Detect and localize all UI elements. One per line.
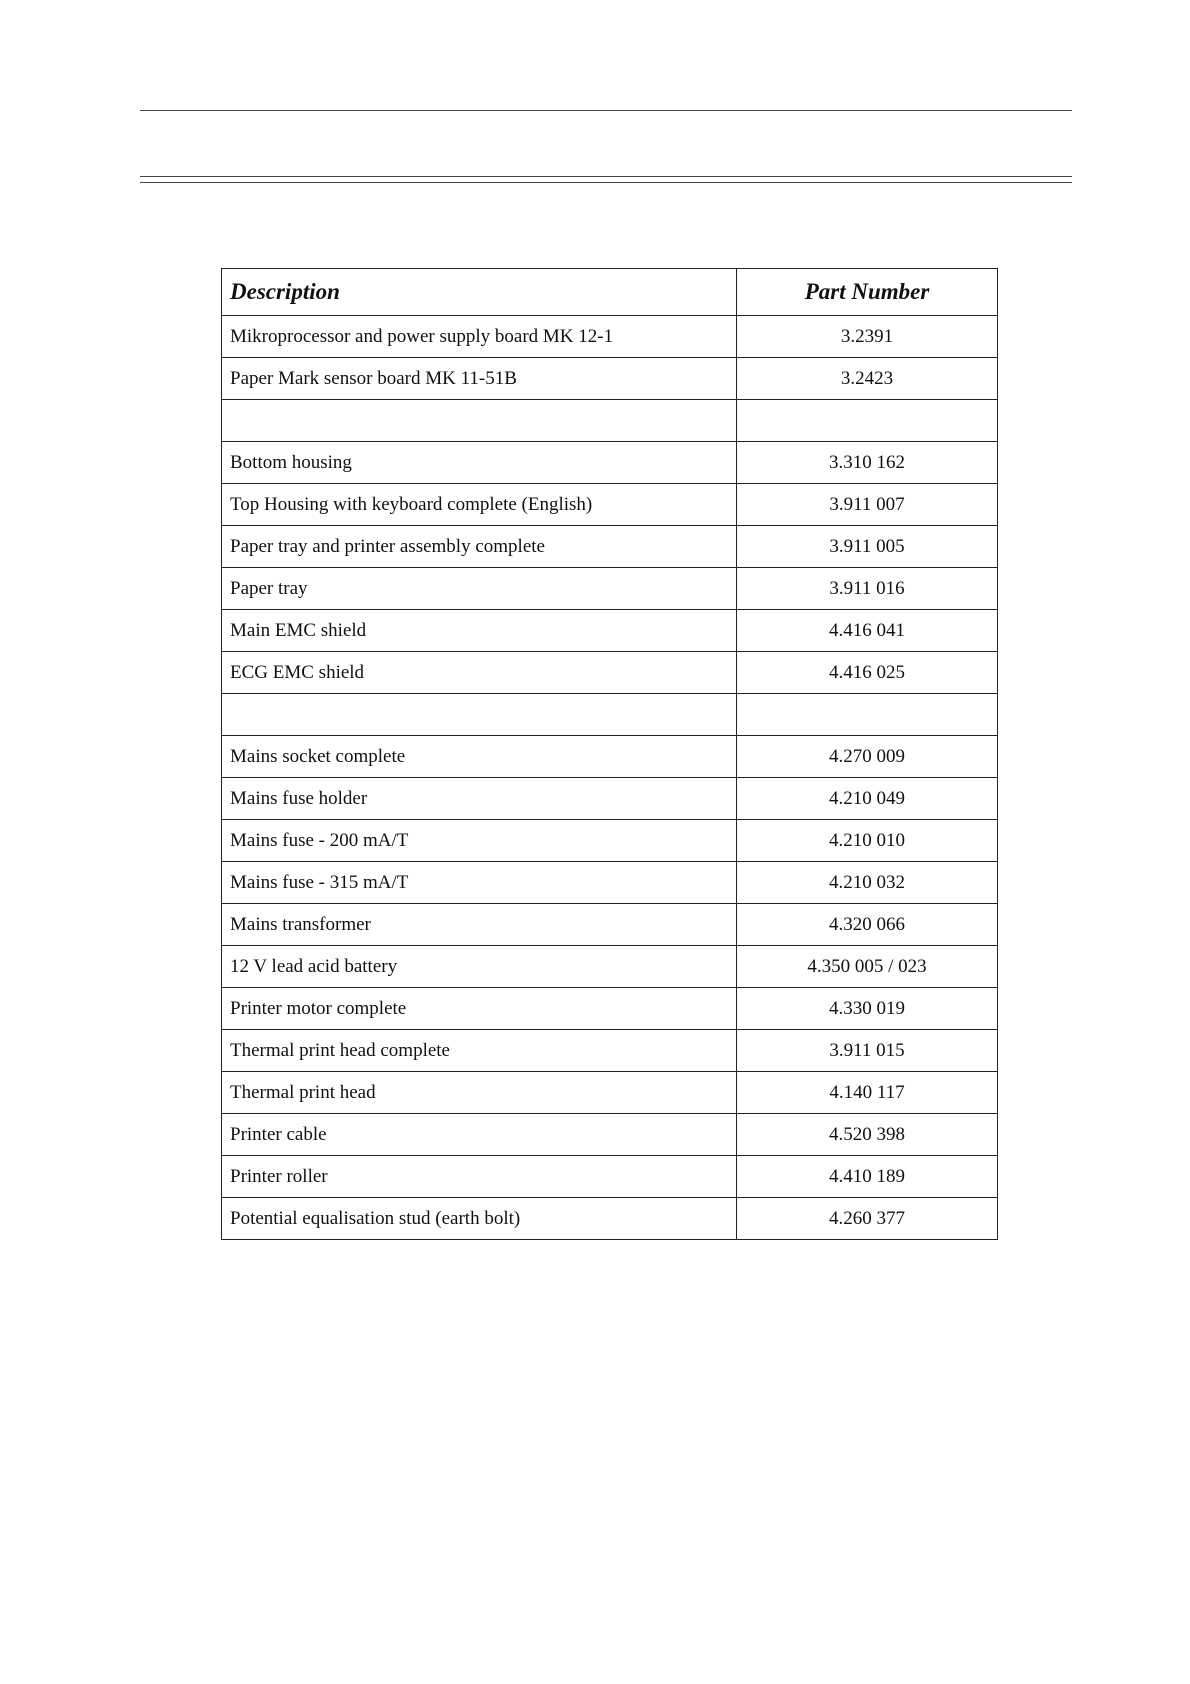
part-number-cell: 4.410 189	[737, 1156, 998, 1198]
description-cell: 12 V lead acid battery	[222, 946, 737, 988]
description-cell	[222, 400, 737, 442]
table-row	[222, 1072, 998, 1114]
table-header-row	[222, 269, 998, 316]
table-row	[222, 1114, 998, 1156]
part-number-cell: 4.140 117	[737, 1072, 998, 1114]
description-cell: Mains fuse - 315 mA/T	[222, 862, 737, 904]
description-cell	[222, 694, 737, 736]
part-number-cell: 4.210 010	[737, 820, 998, 862]
part-number-cell: 4.320 066	[737, 904, 998, 946]
part-number-cell: 3.911 007	[737, 484, 998, 526]
part-number-cell: 4.210 032	[737, 862, 998, 904]
part-number-cell: 4.520 398	[737, 1114, 998, 1156]
description-cell: Printer cable	[222, 1114, 737, 1156]
description-cell: Mikroprocessor and power supply board MK 12-1	[222, 316, 737, 358]
part-number-cell: 3.2391	[737, 316, 998, 358]
parts-table	[221, 268, 998, 1240]
description-cell: Thermal print head complete	[222, 1030, 737, 1072]
table-row	[222, 358, 998, 400]
table-row-empty	[222, 400, 998, 442]
part-number-cell: 4.416 025	[737, 652, 998, 694]
part-number-cell: 4.350 005 / 023	[737, 946, 998, 988]
column-header-part-number: Part Number	[737, 269, 998, 316]
part-number-cell	[737, 694, 998, 736]
part-number-cell	[737, 400, 998, 442]
table-row	[222, 736, 998, 778]
table-row	[222, 1156, 998, 1198]
table-row	[222, 820, 998, 862]
description-cell: Bottom housing	[222, 442, 737, 484]
part-number-cell: 3.310 162	[737, 442, 998, 484]
table-row	[222, 316, 998, 358]
table-row	[222, 610, 998, 652]
table-row	[222, 778, 998, 820]
description-cell: Paper tray and printer assembly complete	[222, 526, 737, 568]
part-number-cell: 4.330 019	[737, 988, 998, 1030]
table-row	[222, 862, 998, 904]
part-number-cell: 3.2423	[737, 358, 998, 400]
description-cell: Mains socket complete	[222, 736, 737, 778]
part-number-cell: 4.260 377	[737, 1198, 998, 1240]
column-header-description: Description	[222, 269, 737, 316]
description-cell: Printer motor complete	[222, 988, 737, 1030]
table-row-empty	[222, 694, 998, 736]
table-row	[222, 946, 998, 988]
description-cell: Paper tray	[222, 568, 737, 610]
description-cell: Main EMC shield	[222, 610, 737, 652]
description-cell: ECG EMC shield	[222, 652, 737, 694]
table-row	[222, 568, 998, 610]
header-double-rule	[140, 176, 1072, 183]
table-row	[222, 1030, 998, 1072]
description-cell: Mains fuse holder	[222, 778, 737, 820]
table-row	[222, 904, 998, 946]
description-cell: Thermal print head	[222, 1072, 737, 1114]
part-number-cell: 3.911 005	[737, 526, 998, 568]
table-row	[222, 526, 998, 568]
part-number-cell: 4.416 041	[737, 610, 998, 652]
description-cell: Top Housing with keyboard complete (English)	[222, 484, 737, 526]
part-number-cell: 4.210 049	[737, 778, 998, 820]
table-row	[222, 442, 998, 484]
description-cell: Mains fuse - 200 mA/T	[222, 820, 737, 862]
description-cell: Paper Mark sensor board MK 11-51B	[222, 358, 737, 400]
description-cell: Mains transformer	[222, 904, 737, 946]
table-row	[222, 652, 998, 694]
part-number-cell: 3.911 015	[737, 1030, 998, 1072]
description-cell: Potential equalisation stud (earth bolt)	[222, 1198, 737, 1240]
table-row	[222, 484, 998, 526]
table-row	[222, 988, 998, 1030]
header-rule	[140, 110, 1072, 111]
part-number-cell: 4.270 009	[737, 736, 998, 778]
description-cell: Printer roller	[222, 1156, 737, 1198]
table-row	[222, 1198, 998, 1240]
part-number-cell: 3.911 016	[737, 568, 998, 610]
